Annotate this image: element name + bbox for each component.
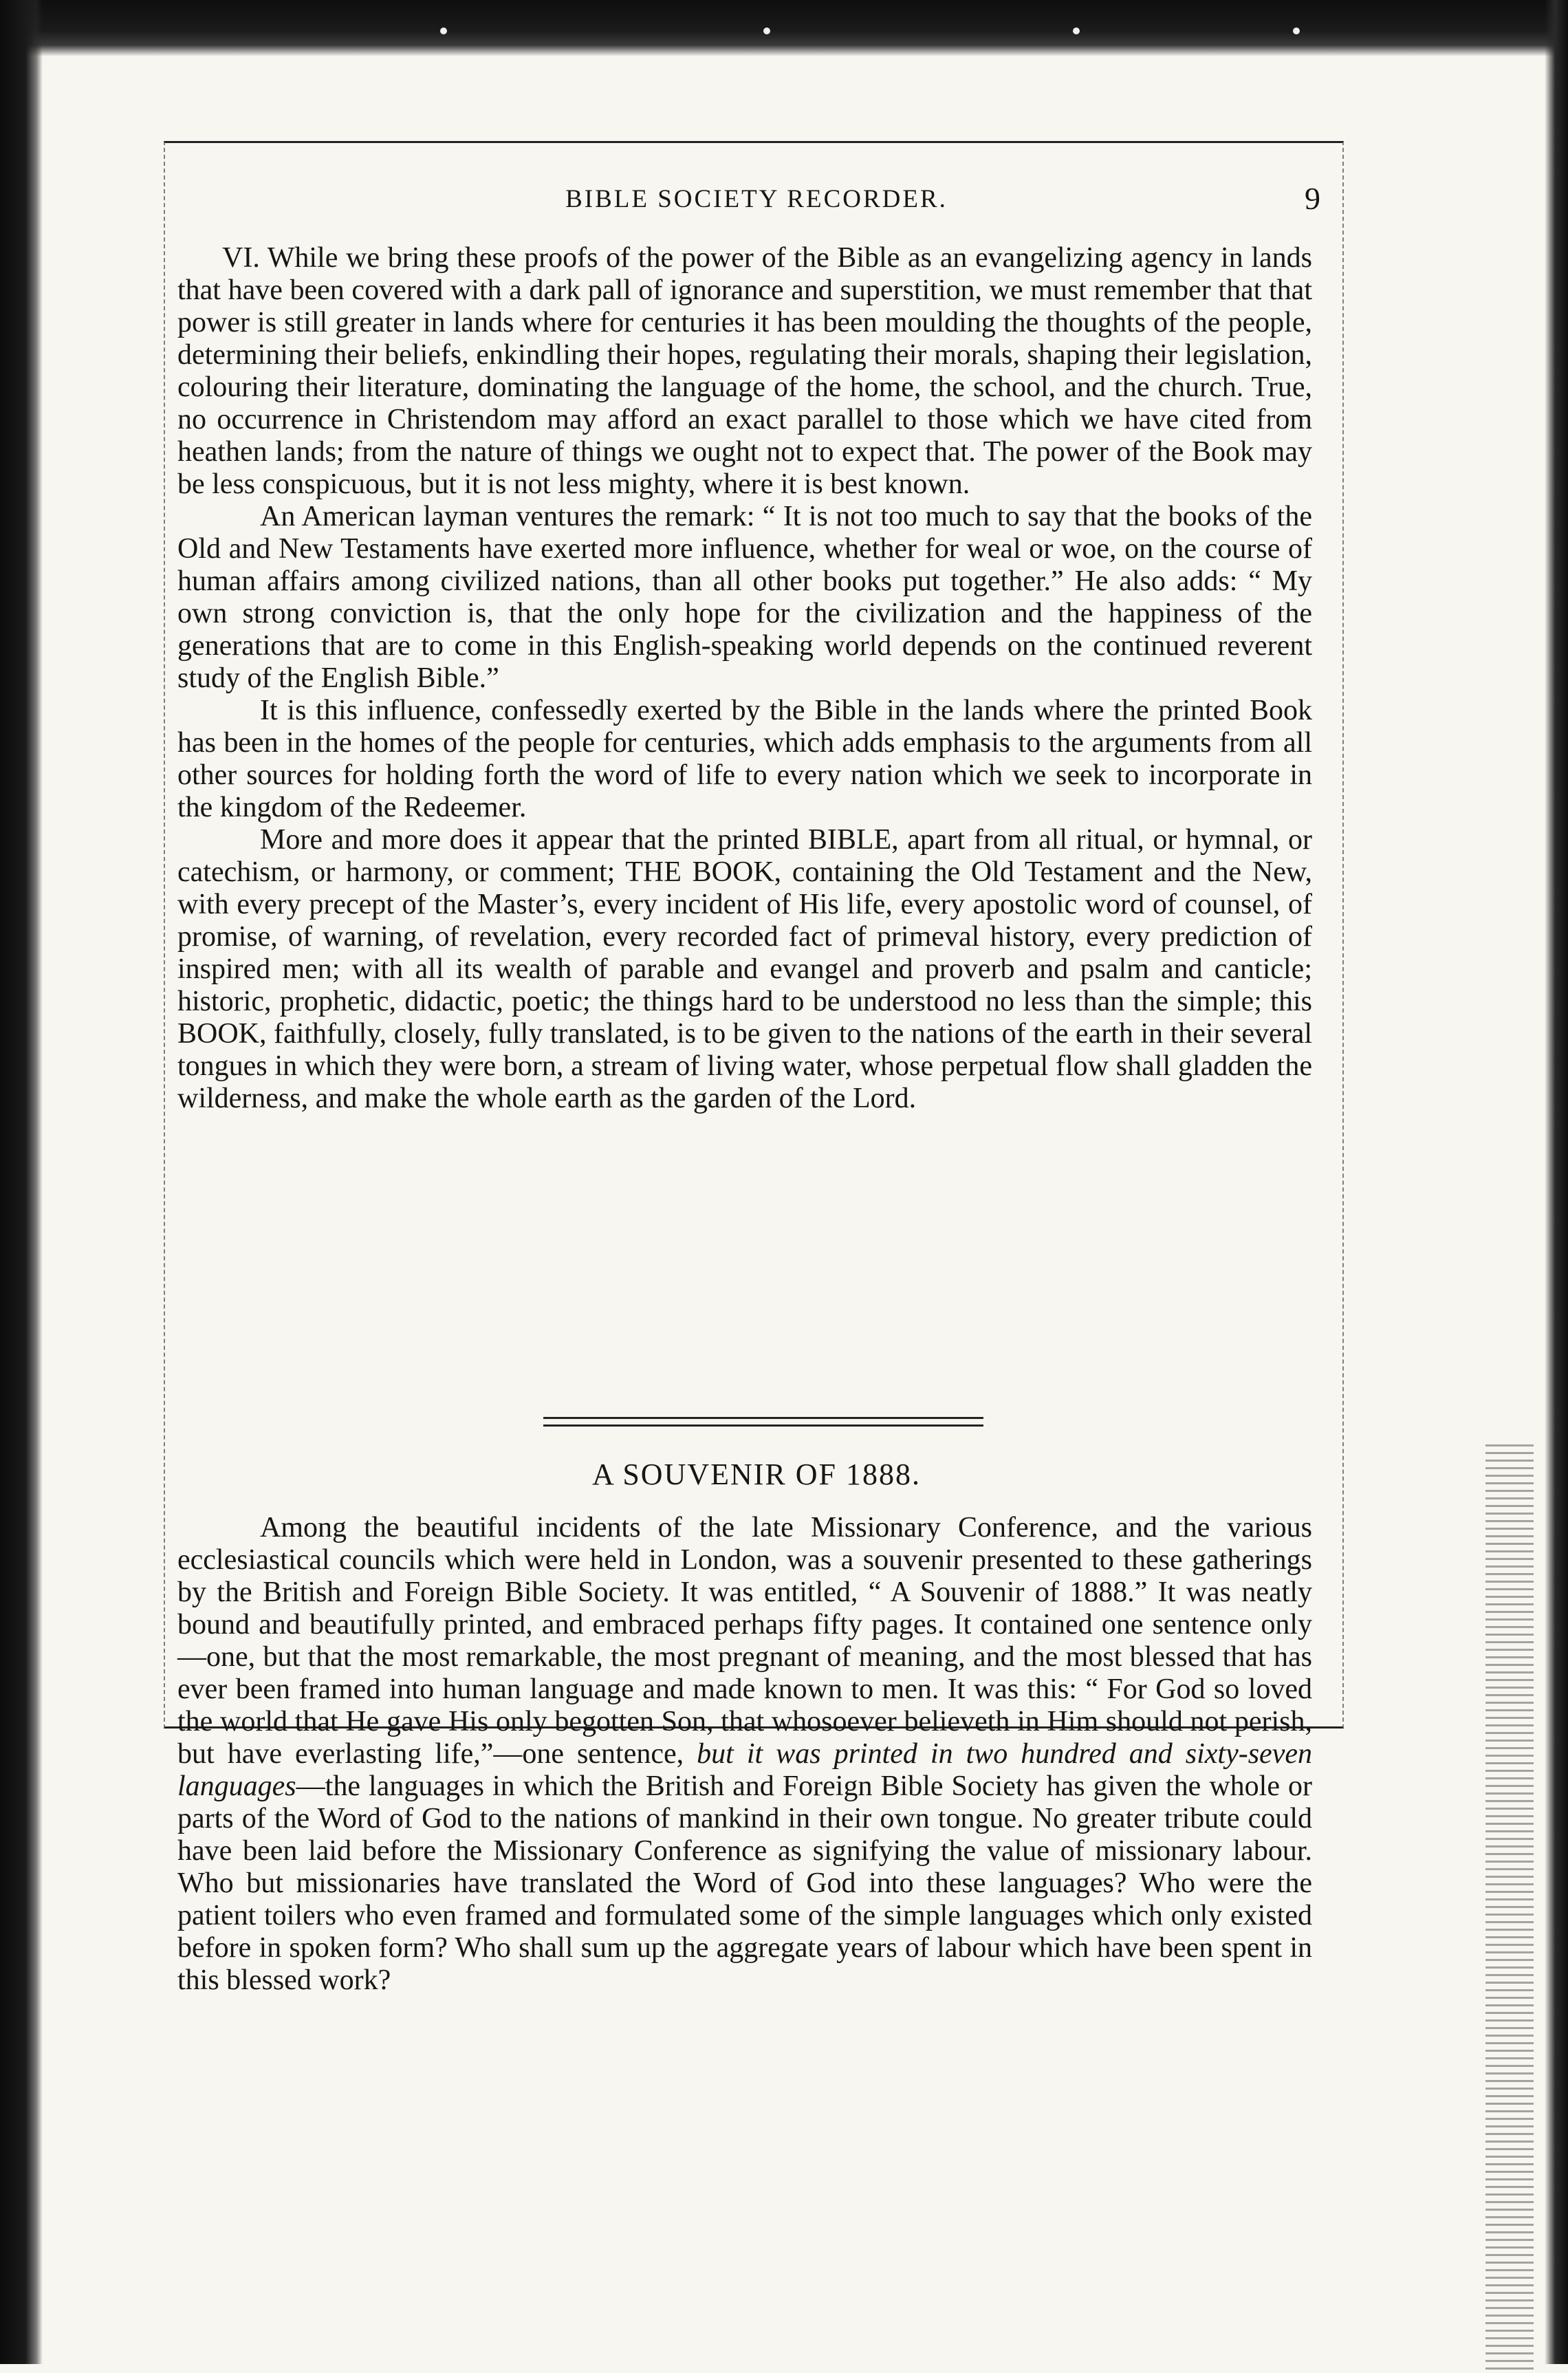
- paragraph-influence: It is this influence, confessedly exerted by the Bible in the lands where the printed Book has been in the homes of the people for centuries, which adds emphasis to the arguments from all other sources for holding forth the word of life to every nation which we seek to incorporate in the kingdom of the Redeemer.: [177, 695, 1312, 823]
- page-number: 9: [1305, 181, 1320, 216]
- scan-top-border: [0, 0, 1568, 56]
- paragraph-printed-bible: More and more does it appear that the printed BIBLE, apart from all ritual, or hymnal, or catechism, or harmony, or comment; THE BOOK, containing the Old Testament and the New, with every precept of the Master’s, every incident of His life, every apostolic word of counsel, of promise, of warning, of revelation, every recorded fact of primeval history, every prediction of inspired men; with all its wealth of parable and evangel and proverb and psalm and canticle; historic, prophetic, didactic, poetic; the things hard to be understood no less than the simple; this BOOK, faithfully, closely, fully translated, is to be given to the nations of the earth in their several tongues in which they were born, a stream of living water, whose perpetual flow shall gladden the wilderness, and make the whole earth as the garden of the Lord.: [177, 824, 1312, 1114]
- scan-speckle: [440, 28, 447, 34]
- paragraph-vi: VI. While we bring these proofs of the power of the Bible as an evangelizing agency in lands that have been covered with a dark pall of ignorance and superstition, we must remember that that power is still greater in lands where for centuries it has been moulding the thoughts of the people, determining their beliefs, enkindling their hopes, regulating their morals, shaping their legislation, colouring their literature, dominating the language of the home, the school, and the church. True, no occurrence in Christendom may afford an exact parallel to those which we have cited from heathen lands; from the nature of things we ought not to expect that. The power of the Book may be less conspicuous, but it is not less mighty, where it is best known.: [177, 242, 1312, 500]
- section-heading: A SOUVENIR OF 1888.: [591, 1458, 922, 1491]
- section-divider: [543, 1417, 983, 1427]
- souvenir-text-after: —the languages in which the British and Foreign Bible Society has given the whole or parts of the Word of God to the nations of mankind in their own tongue. No greater tribute could have been laid before the Missionary Conference as signifying the value of missionary labour. Who but missionaries have translated the Word of God into these languages? Who were the patient toilers who even framed and formulated some of the simple languages which only existed before in spoken form? Who shall sum up the aggregate years of labour which have been spent in this blessed work?: [177, 1770, 1312, 1996]
- article-body: [177, 242, 1312, 1115]
- scan-speckle: [1293, 28, 1300, 34]
- scan-margin-noise: [1485, 1444, 1534, 2373]
- paragraph-american-layman: An American layman ventures the remark: “ It is not too much to say that the books of the Old and New Testaments have exerted more influence, whether for weal or woe, on the course of human affairs among civilized nations, than all other books put together.” He also adds: “ My own strong conviction is, that the only hope for the civilization and the happiness of the generations that are to come in this English-speaking world depends on the continued reverent study of the English Bible.”: [177, 501, 1312, 694]
- souvenir-paragraph: [177, 1512, 1312, 1997]
- scan-right-border: [1545, 0, 1568, 2364]
- souvenir-text-before: Among the beautiful incidents of the late Missionary Conference, and the various ecclesiastical councils which were held in London, was a souvenir presented to these gatherings by the British and Foreign Bible Society. It was entitled, “ A Souvenir of 1888.” It was neatly bound and beautifully printed, and embraced perhaps fifty pages. It contained one sentence only—one, but that the most remarkable, the most pregnant of meaning, and the most blessed that has ever been framed into human language and made known to men. It was this: “ For God so loved the world that He gave His only begotten Son, that whosoever believeth in Him should not perish, but have everlasting life,”—one sentence,: [177, 1512, 1312, 1770]
- running-head: [172, 181, 1341, 226]
- scan-left-border: [0, 0, 43, 2364]
- souvenir-body: [177, 1512, 1312, 1997]
- scan-speckle: [1073, 28, 1080, 34]
- running-title: BIBLE SOCIETY RECORDER.: [565, 185, 948, 213]
- souvenir-text-italic: but it was printed in two hundred and sixty-seven languages: [177, 1738, 1312, 1802]
- scan-speckle: [763, 28, 770, 34]
